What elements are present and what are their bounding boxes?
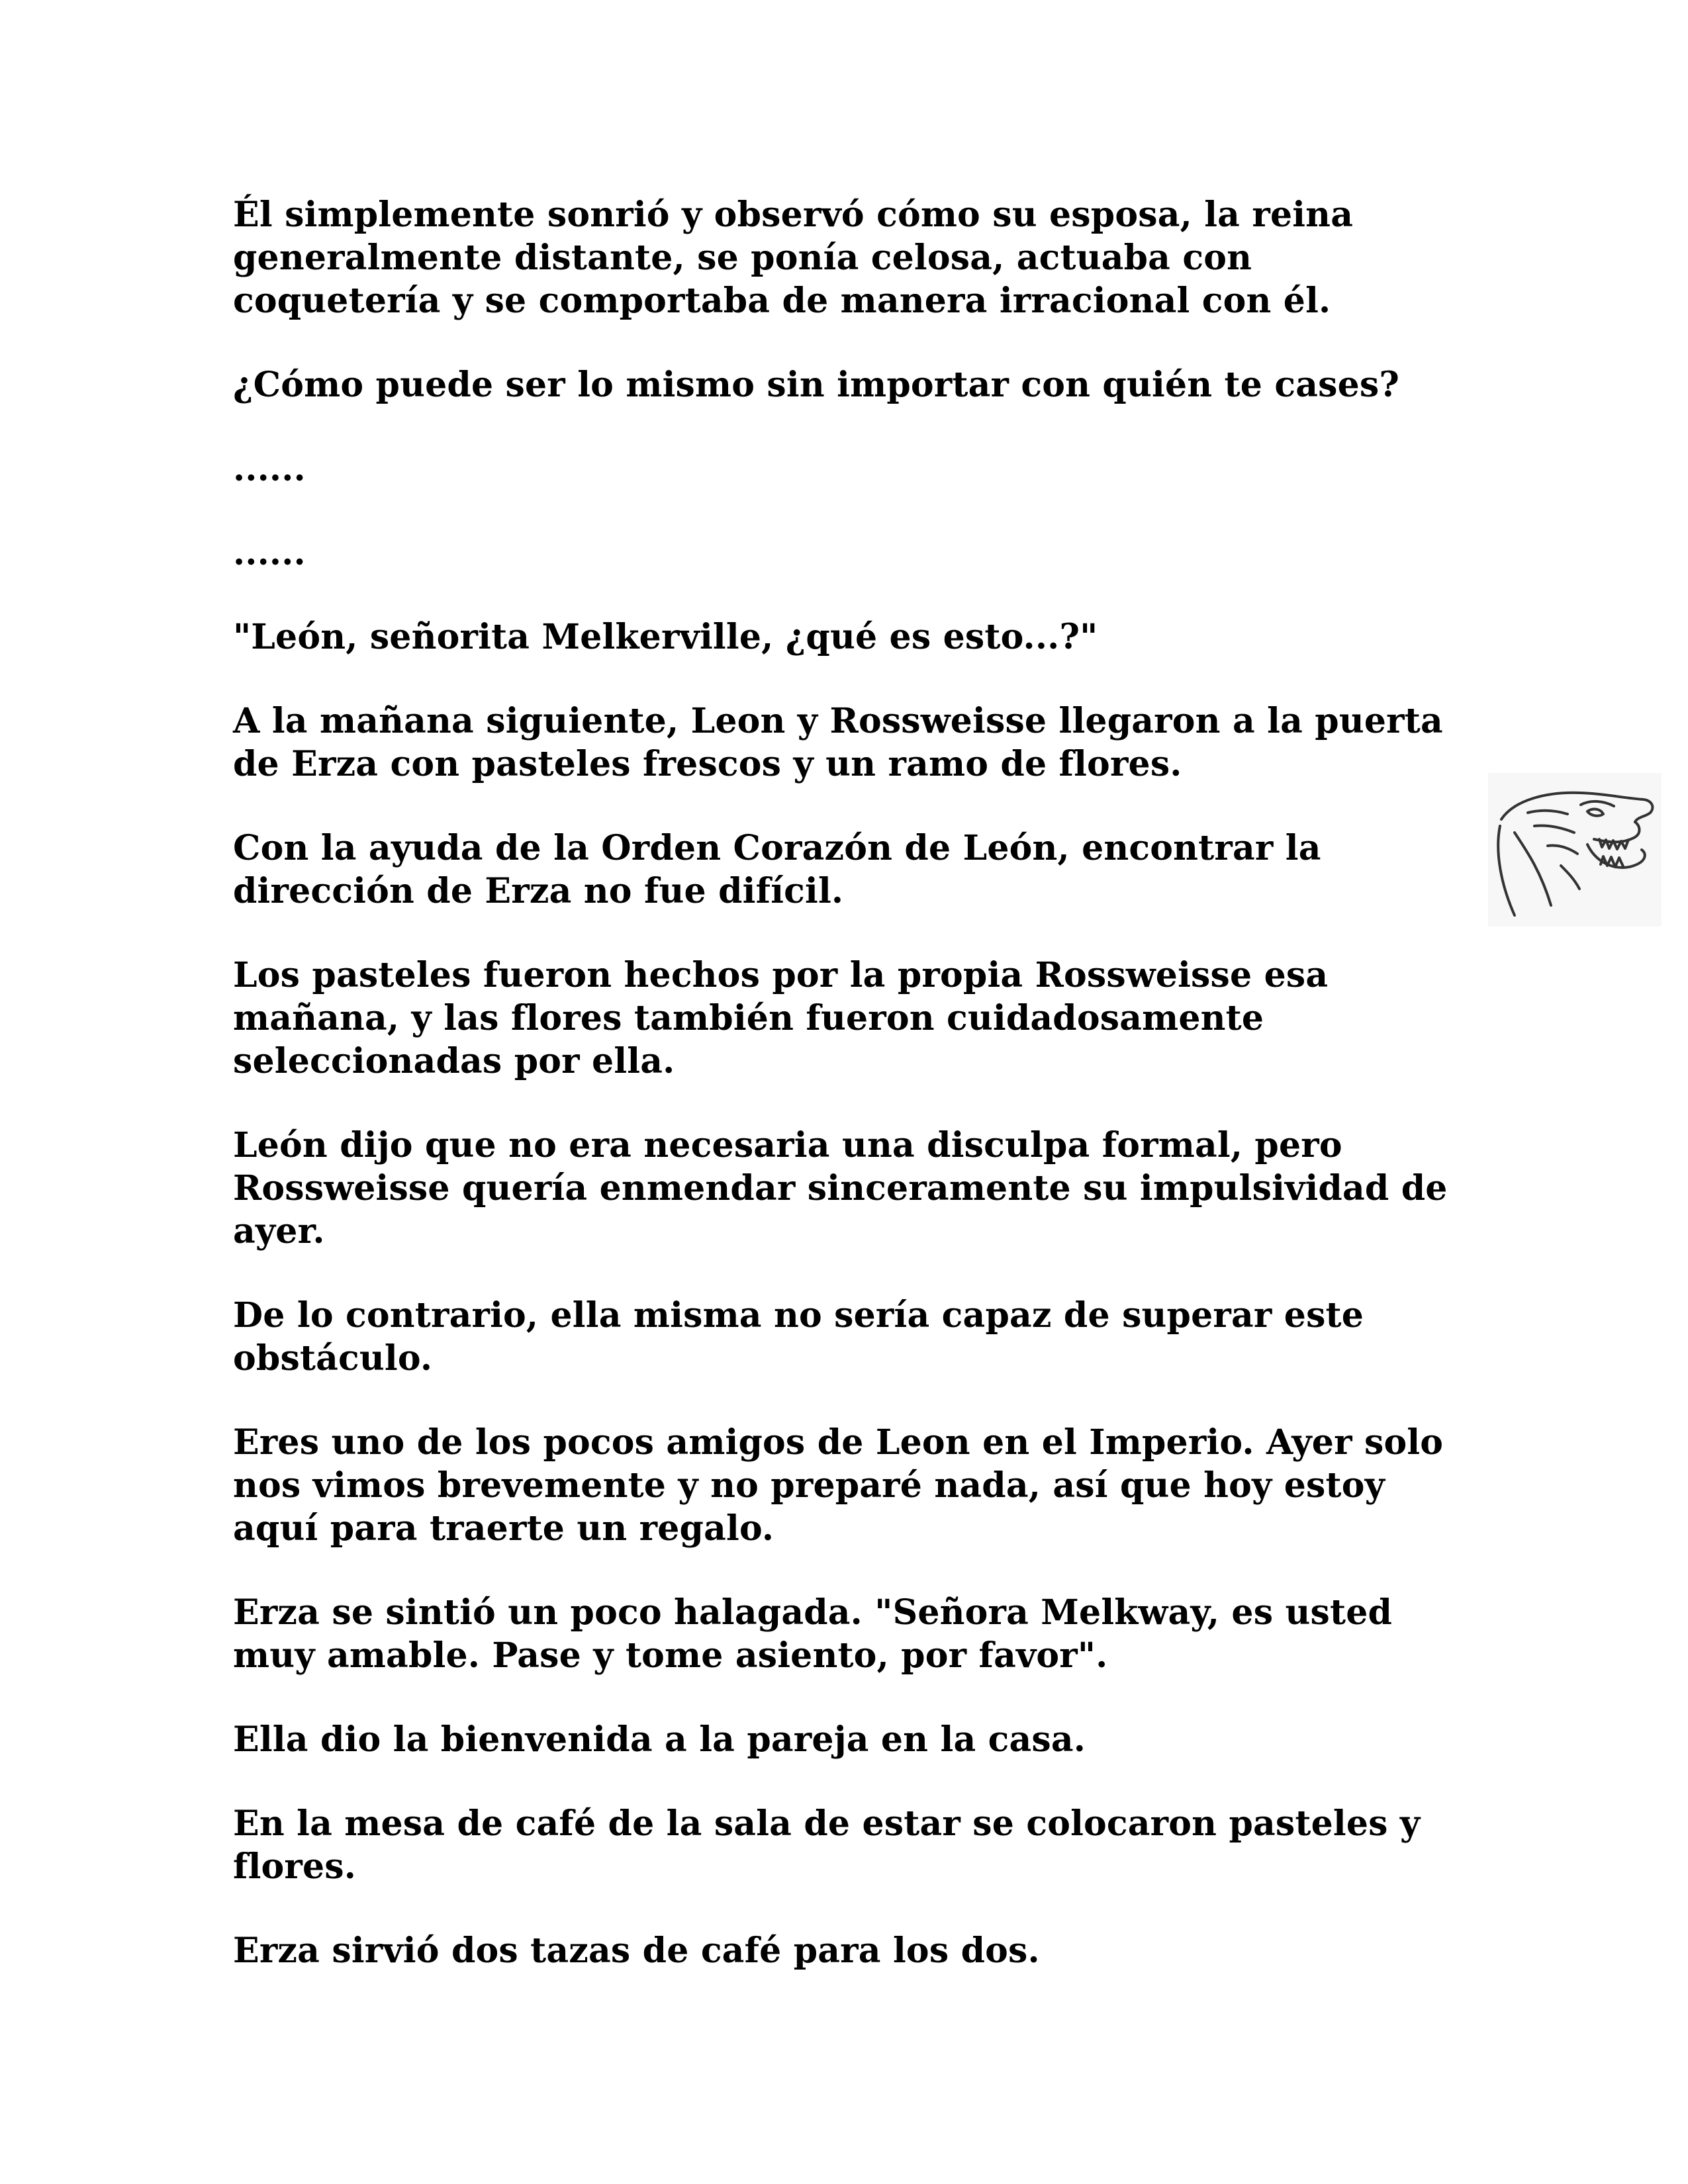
paragraph-2: ¿Cómo puede ser lo mismo sin importar con quién te cases? (233, 365, 1400, 405)
hatch-3 (1548, 846, 1577, 854)
paragraph-12: Erza se sintió un poco halagada. "Señora Melkway, es usted muy amable. Pase y tome asiento, por favor". (233, 1592, 1393, 1676)
hatch-4 (1561, 866, 1579, 889)
paragraph-3: ...... (233, 449, 306, 489)
body-text (233, 193, 1464, 1972)
paragraph-11: Eres uno de los pocos amigos de Leon en el Imperio. Ayer solo nos vimos brevemente y no preparé nada, así que hoy estoy aquí para traerte un regalo. (233, 1422, 1444, 1549)
paragraph-6: A la mañana siguiente, Leon y Rossweisse llegaron a la puerta de Erza con pasteles frescos y un ramo de flores. (233, 701, 1443, 784)
hatch-1 (1528, 811, 1568, 814)
paragraph-13: Ella dio la bienvenida a la pareja en la casa. (233, 1719, 1086, 1760)
upper-jaw (1594, 822, 1640, 842)
paragraph-5: "León, señorita Melkerville, ¿qué es esto...?" (233, 617, 1098, 657)
paragraph-14: En la mesa de café de la sala de estar se colocaron pasteles y flores. (233, 1803, 1421, 1887)
brow (1581, 801, 1614, 806)
paragraph-15: Erza sirvió dos tazas de café para los dos. (233, 1931, 1040, 1971)
dinosaur-head-sketch-icon (1488, 773, 1662, 927)
neck-back (1498, 826, 1515, 915)
head-outline (1501, 793, 1652, 822)
neck-front (1515, 833, 1551, 905)
paragraph-1: Él simplemente sonrió y observó cómo su esposa, la reina generalmente distante, se ponía celosa, actuaba con coquetería y se comportaba de manera irracional con él. (233, 195, 1354, 321)
eye (1587, 809, 1603, 816)
hatch-2 (1534, 825, 1574, 833)
paragraph-8: Los pasteles fueron hechos por la propia Rossweisse esa mañana, y las flores también fueron cuidadosamente seleccionadas por ella. (233, 955, 1329, 1081)
paragraph-10: De lo contrario, ella misma no sería capaz de superar este obstáculo. (233, 1295, 1364, 1379)
dinosaur-sketch-drawing (1488, 773, 1662, 927)
paragraph-7: Con la ayuda de la Orden Corazón de León, encontrar la dirección de Erza no fue difícil. (233, 828, 1321, 911)
paragraph-9: León dijo que no era necesaria una disculpa formal, pero Rossweisse quería enmendar sinceramente su impulsividad de ayer. (233, 1125, 1448, 1251)
paragraph-4: ...... (233, 533, 306, 573)
